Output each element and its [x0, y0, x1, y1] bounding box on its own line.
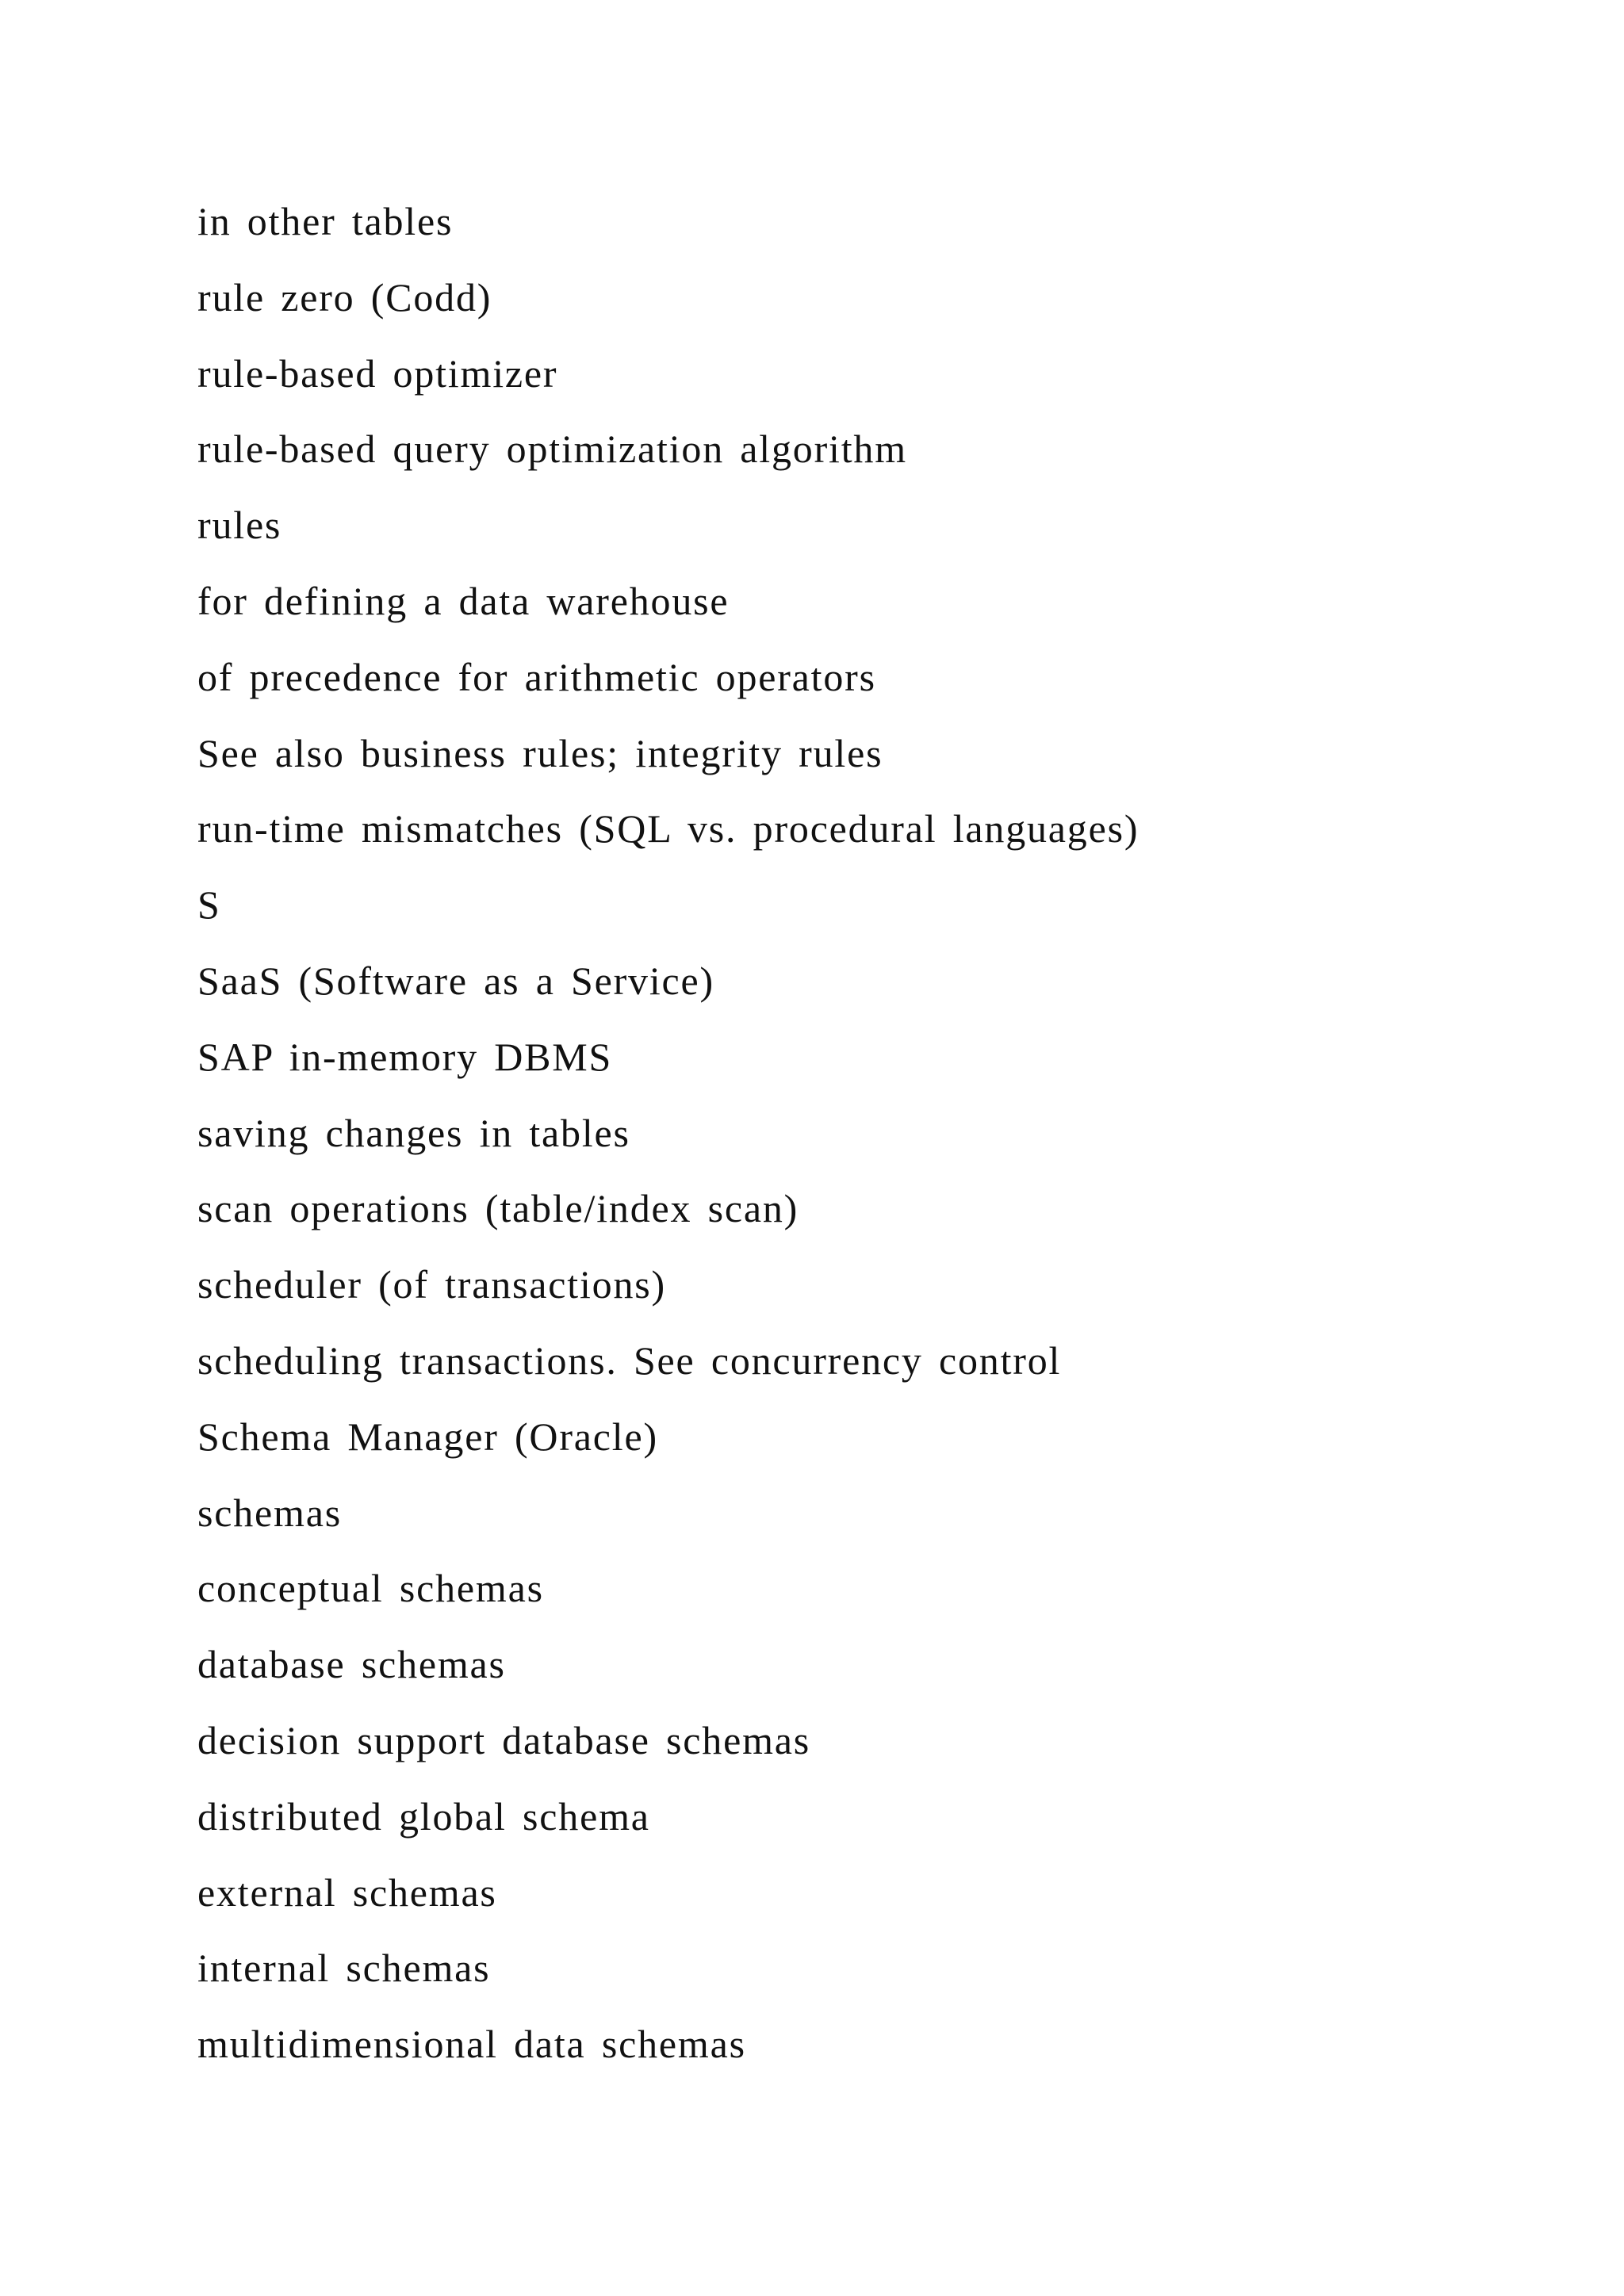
- index-entry: external schemas: [197, 1869, 497, 1915]
- index-entry: schemas: [197, 1490, 342, 1535]
- index-entry: in other tables: [197, 199, 454, 243]
- index-entry: SaaS (Software as a Service): [197, 958, 714, 1003]
- index-entry: SAP in-memory DBMS: [197, 1034, 613, 1079]
- index-entry: Schema Manager (Oracle): [197, 1414, 658, 1459]
- index-entry: rule-based optimizer: [197, 350, 558, 396]
- index-entry: distributed global schema: [197, 1793, 650, 1839]
- index-entry: See also business rules; integrity rules: [197, 730, 883, 775]
- index-entry: scheduler (of transactions): [197, 1262, 666, 1307]
- index-entry: rule zero (Codd): [197, 274, 492, 320]
- index-entry: saving changes in tables: [197, 1110, 630, 1155]
- index-entry: scheduling transactions. See concurrency control: [197, 1337, 1062, 1383]
- index-entry: multidimensional data schemas: [197, 2022, 746, 2067]
- index-entry: conceptual schemas: [197, 1566, 544, 1611]
- index-entry-list: [197, 192, 1139, 2091]
- index-entry: of precedence for arithmetic operators: [197, 654, 876, 699]
- index-entry: run-time mismatches (SQL vs. procedural languages): [197, 806, 1139, 851]
- index-entry: database schemas: [197, 1642, 506, 1687]
- index-entry: rule-based query optimization algorithm: [197, 427, 907, 472]
- index-entry: for defining a data warehouse: [197, 578, 730, 623]
- index-entry: scan operations (table/index scan): [197, 1186, 799, 1231]
- index-entry: internal schemas: [197, 1946, 491, 1991]
- index-entry: rules: [197, 503, 282, 548]
- index-entry: decision support database schemas: [197, 1717, 811, 1762]
- index-section-letter: S: [197, 882, 221, 928]
